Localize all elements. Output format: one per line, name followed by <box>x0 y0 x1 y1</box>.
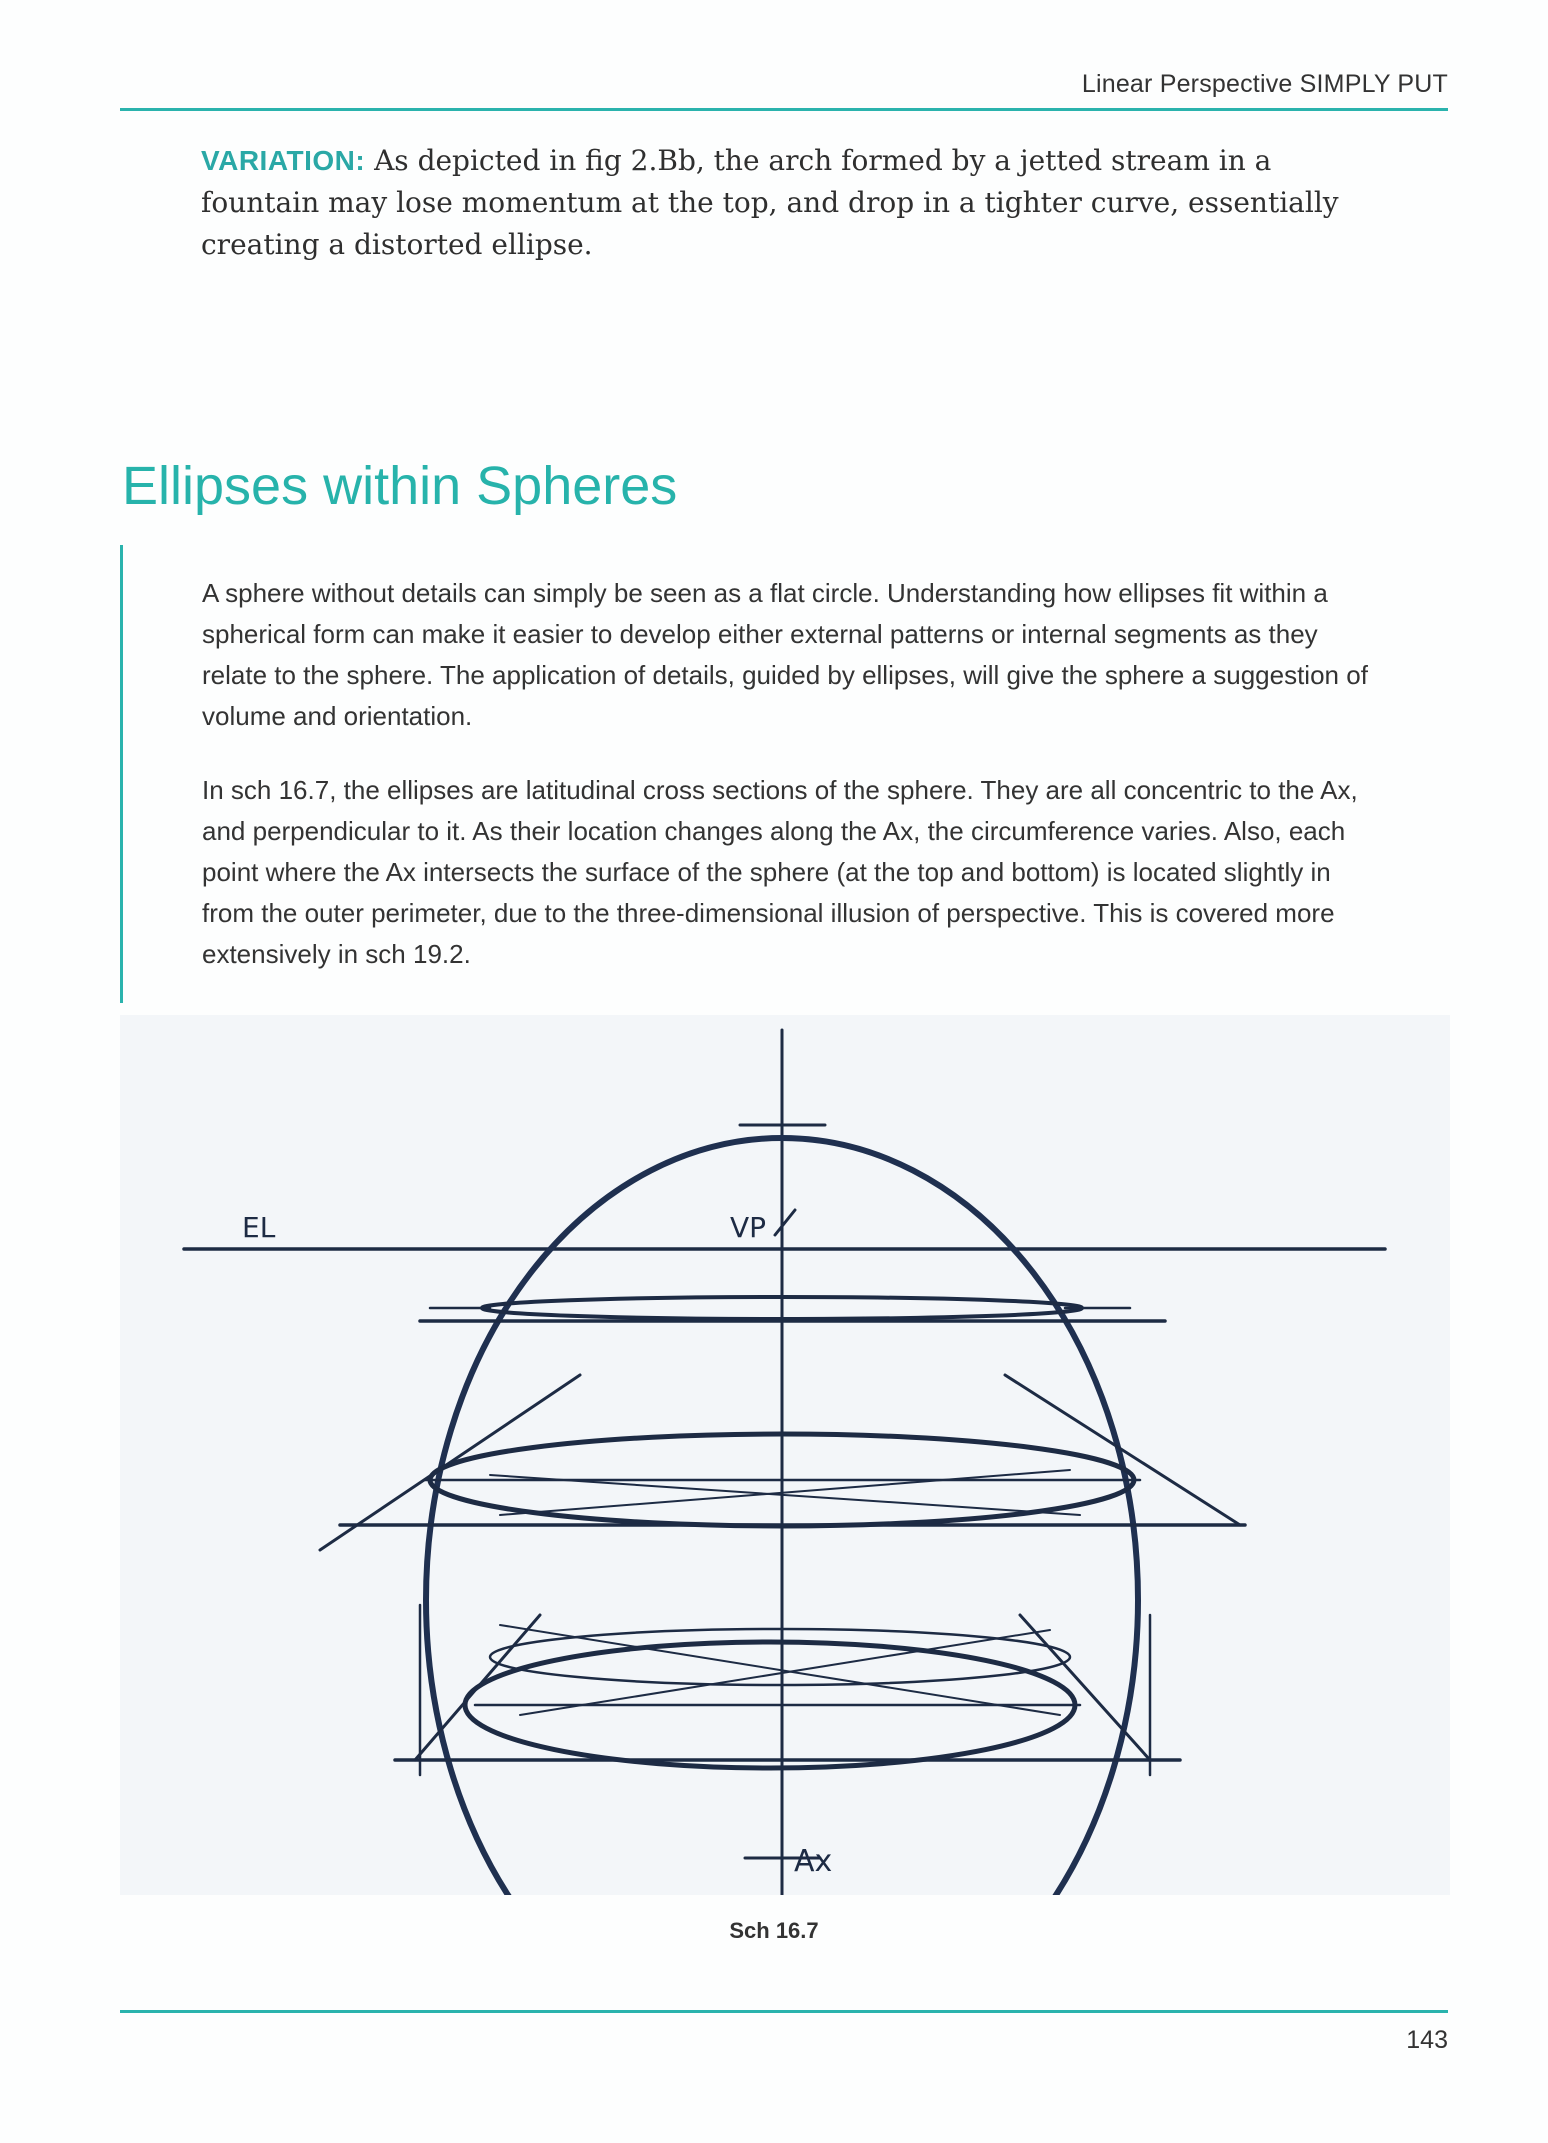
sphere-ellipses-diagram <box>120 1015 1450 1895</box>
figure-caption: Sch 16.7 <box>729 1918 819 1943</box>
variation-label: VARIATION: <box>201 145 366 176</box>
eye-level-label: EL <box>242 1211 276 1244</box>
body-paragraph-1: A sphere without details can simply be seen as a flat circle. Understanding how ellipses fit within a spherical form can make it easier to develop either external patterns or internal segments as they relate to the sphere. The application of details, guided by ellipses, will give the sphere a suggestion of volume and orientation. <box>202 578 1368 731</box>
footer-rule <box>120 2010 1448 2013</box>
section-heading: Ellipses within Spheres <box>122 456 678 516</box>
header-rule <box>120 108 1448 111</box>
sphere-diagram-svg <box>120 1015 1450 1895</box>
variation-note <box>201 140 1361 266</box>
body-paragraph-2: In sch 16.7, the ellipses are latitudinal cross sections of the sphere. They are all concentric to the Ax, and perpendicular to it. As their location changes along the Ax, the circumference varies. Also, each point where the Ax intersects the surface of the sphere (at the top and bottom) is located slightly in from the outer perimeter, due to the three-dimensional illusion of perspective. This is covered more extensively in sch 19.2. <box>202 775 1358 969</box>
variation-text: As depicted in fig 2.Bb, the arch formed by a jetted stream in a fountain may lose momentum at the top, and drop in a tighter curve, essentially creating a distorted ellipse. <box>201 144 1339 261</box>
running-header: Linear Perspective SIMPLY PUT <box>1081 70 1448 98</box>
axis-label: Ax <box>794 1844 833 1879</box>
section-accent-bar <box>120 545 123 1003</box>
page-number: 143 <box>1406 2026 1448 2054</box>
vanishing-point-label: VP <box>730 1211 767 1244</box>
